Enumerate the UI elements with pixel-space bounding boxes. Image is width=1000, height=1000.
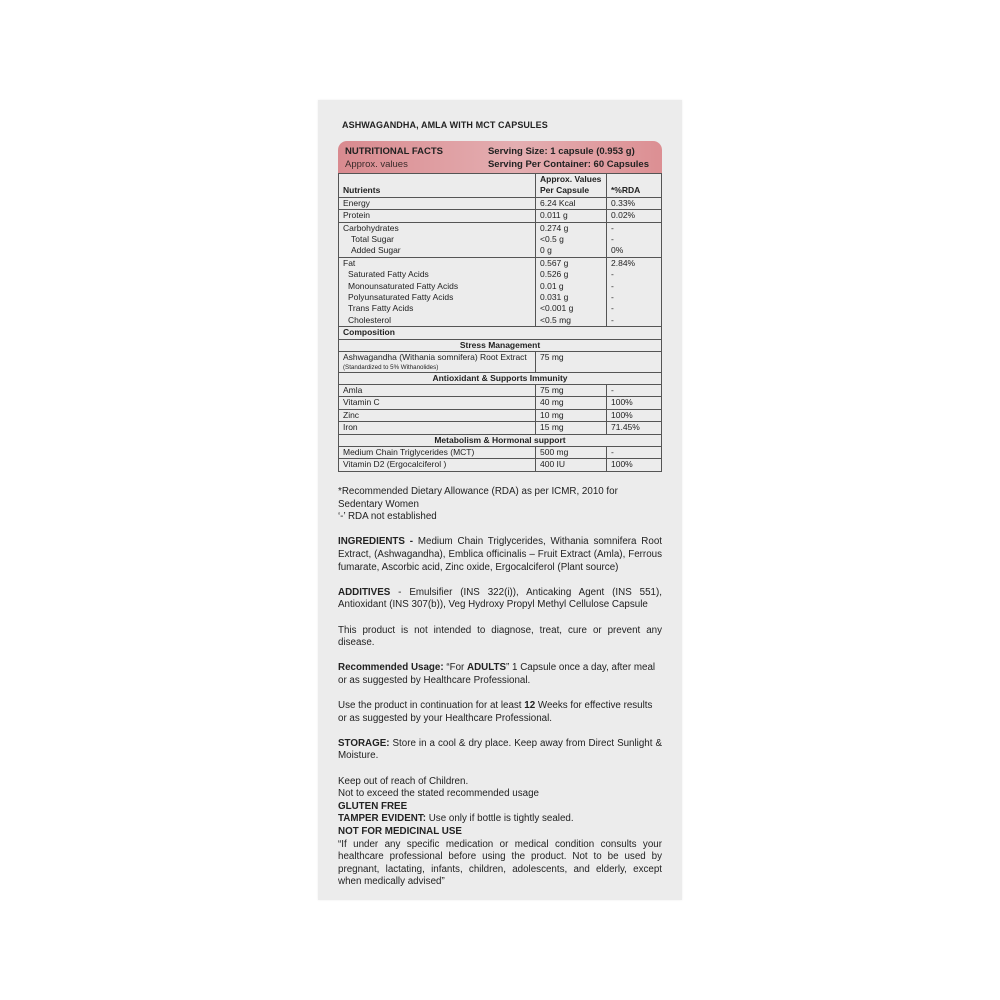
nutrient-value: 15 mg — [536, 422, 607, 434]
product-label-panel — [318, 100, 682, 900]
nutrient-rda: - — [607, 303, 662, 314]
nutrient-value: 75 mg — [536, 352, 662, 372]
nutrient-value: 0.031 g — [536, 292, 607, 303]
section-heading-metabolism: Metabolism & Hormonal support — [339, 434, 662, 446]
table-row — [339, 210, 662, 222]
table-row — [339, 384, 662, 396]
nutrient-rda: - — [607, 269, 662, 280]
rda-not-established: ‘-’ RDA not established — [338, 511, 437, 523]
product-title: ASHWAGANDHA, AMLA WITH MCT CAPSULES — [342, 120, 548, 130]
nutrient-value: 0 g — [536, 245, 607, 257]
nutrient-rda: - — [607, 315, 662, 327]
table-row — [339, 352, 662, 372]
label-text-area — [338, 486, 662, 889]
nutrient-rda: - — [607, 222, 662, 234]
additives-paragraph — [338, 587, 662, 612]
nutrient-value: 6.24 Kcal — [536, 197, 607, 209]
nutrient-value: 0.011 g — [536, 210, 607, 222]
storage-label: STORAGE: — [338, 737, 390, 749]
serving-info — [488, 146, 649, 170]
table-row — [339, 446, 662, 458]
nutrient-value: 0.274 g — [536, 222, 607, 234]
table-row — [339, 234, 662, 245]
nutrient-name: Energy — [339, 197, 536, 209]
tamper-evident — [338, 813, 662, 826]
usage-post: ” 1 Capsule once a day, after meal or as suggested by Healthcare Professional. — [338, 662, 656, 686]
continuation-pre: Use the product in continuation for at least — [338, 700, 525, 712]
children-warning: Keep out of reach of Children. — [338, 775, 469, 787]
nutrient-name: Total Sugar — [339, 234, 536, 245]
caution-text: “If under any specific medication or medical condition consults your healthcare professional before using the product. Not to be used by pregnant, lactating, infants, children, adolescents, and elderly, except when medically advised” — [338, 838, 662, 888]
not-medicinal: NOT FOR MEDICINAL USE — [338, 826, 462, 838]
nutrient-name: Vitamin D2 (Ergocalciferol ) — [339, 459, 536, 471]
serving-per-container: Serving Per Container: 60 Capsules — [487, 159, 649, 170]
nutrient-rda: - — [607, 281, 662, 292]
nutrient-value: 10 mg — [536, 409, 607, 421]
nutrient-rda: 100% — [607, 409, 662, 421]
ingredients-label: INGREDIENTS - — [338, 536, 414, 548]
composition-heading: Composition — [339, 327, 662, 339]
nutrient-rda: - — [607, 292, 662, 303]
col-nutrients: Nutrients — [339, 174, 536, 198]
section-row — [339, 339, 662, 351]
additives-text: - Emulsifier (INS 322(i)), Anticaking Agent (INS 551), Antioxidant (INS 307(b)), Veg Hydroxy Propyl Methyl Cellulose Capsule — [338, 586, 662, 611]
table-row — [339, 281, 662, 292]
tamper-label: TAMPER EVIDENT: — [338, 813, 426, 825]
table-row — [339, 303, 662, 314]
table-row — [339, 409, 662, 421]
usage-pre: “For — [443, 662, 468, 674]
nutrient-name: Amla — [339, 384, 536, 396]
nutrition-table — [338, 173, 662, 472]
nutrient-rda: 0.02% — [607, 210, 662, 222]
continuation-post: Weeks for effective results or as suggested by your Healthcare Professional. — [338, 700, 653, 724]
nutrient-rda: - — [607, 384, 662, 396]
col-values-line1: Approx. Values — [540, 174, 602, 184]
rda-note-block — [338, 486, 662, 524]
nutrient-name: Carbohydrates — [339, 222, 536, 234]
nutrient-name: Protein — [339, 210, 536, 222]
facts-title-block — [345, 146, 443, 170]
section-heading-immunity: Antioxidant & Supports Immunity — [339, 372, 662, 384]
section-heading-stress: Stress Management — [339, 339, 662, 351]
nutrient-name: Medium Chain Triglycerides (MCT) — [339, 446, 536, 458]
nutrient-name: Iron — [339, 422, 536, 434]
nutrient-value: 400 IU — [536, 459, 607, 471]
tamper-text: Use only if bottle is tightly sealed. — [426, 813, 574, 825]
not-exceed-warning: Not to exceed the stated recommended usage — [338, 788, 539, 800]
ashwagandha-note: (Standardized to 5% Withanolides) — [343, 363, 439, 371]
table-row — [339, 269, 662, 280]
storage-paragraph — [338, 738, 662, 763]
nutrient-name: Saturated Fatty Acids — [339, 269, 536, 280]
table-row — [339, 397, 662, 409]
nutrient-value: 0.01 g — [536, 281, 607, 292]
nutrient-name: Added Sugar — [339, 245, 536, 257]
facts-title: NUTRITIONAL FACTS — [345, 146, 443, 157]
usage-label: Recommended Usage: — [338, 662, 444, 674]
nutrient-value: 0.526 g — [536, 269, 607, 280]
gluten-free: GLUTEN FREE — [338, 800, 408, 812]
nutrient-value: <0.001 g — [536, 303, 607, 314]
facts-subtitle: Approx. values — [345, 159, 408, 170]
table-row — [339, 459, 662, 471]
nutrient-name: Zinc — [339, 409, 536, 421]
nutrient-rda: 100% — [607, 459, 662, 471]
nutrient-rda: - — [607, 234, 662, 245]
nutrient-name: Polyunsaturated Fatty Acids — [339, 292, 536, 303]
nutrient-rda: - — [607, 446, 662, 458]
nutrient-value: <0.5 mg — [536, 315, 607, 327]
composition-row — [339, 327, 662, 339]
continuation-paragraph — [338, 700, 662, 725]
col-values — [536, 174, 607, 198]
nutritional-facts-header — [338, 141, 662, 173]
serving-size: Serving Size: 1 capsule (0.953 g) — [487, 146, 635, 157]
nutrient-name: Trans Fatty Acids — [339, 303, 536, 314]
section-row — [339, 372, 662, 384]
usage-paragraph — [338, 662, 662, 687]
nutrient-rda: 100% — [607, 397, 662, 409]
ingredients-text: Medium Chain Triglycerides, Withania somnifera Root Extract, (Ashwagandha), Emblica officinalis – Fruit Extract (Amla), Ferrous fumarate, Ascorbic acid, Zinc oxide, Ergocalciferol (Plant source) — [338, 536, 662, 573]
col-values-line2: Per Capsule — [540, 185, 590, 196]
table-row — [339, 257, 662, 269]
continuation-weeks: 12 — [524, 700, 536, 712]
nutrient-value: 500 mg — [536, 446, 607, 458]
table-row — [339, 315, 662, 327]
table-row — [339, 197, 662, 209]
ingredients-paragraph — [338, 536, 662, 574]
nutrient-value: <0.5 g — [536, 234, 607, 245]
nutrient-name: Monounsaturated Fatty Acids — [339, 281, 536, 292]
nutrient-rda: 0.33% — [607, 197, 662, 209]
storage-text: Store in a cool & dry place. Keep away from Direct Sunlight & Moisture. — [338, 737, 662, 762]
nutrient-name: Fat — [339, 257, 536, 269]
disclaimer: This product is not intended to diagnose, treat, cure or prevent any disease. — [338, 624, 662, 649]
nutrient-value: 0.567 g — [536, 257, 607, 269]
ashwagandha-name: Ashwagandha (Withania somnifera) Root Extract — [343, 352, 527, 363]
col-rda: *%RDA — [607, 174, 662, 198]
usage-adults: ADULTS — [467, 662, 507, 674]
nutrient-rda: 2.84% — [607, 257, 662, 269]
nutrient-name — [339, 352, 536, 372]
table-header-row — [339, 174, 662, 198]
table-row — [339, 292, 662, 303]
nutrient-name: Cholesterol — [339, 315, 536, 327]
nutrient-value: 75 mg — [536, 384, 607, 396]
rda-note: *Recommended Dietary Allowance (RDA) as per ICMR, 2010 for Sedentary Women — [338, 486, 618, 510]
nutrient-rda: 71.45% — [607, 422, 662, 434]
section-row — [339, 434, 662, 446]
table-row — [339, 222, 662, 234]
table-row — [339, 422, 662, 434]
nutrient-value: 40 mg — [536, 397, 607, 409]
table-row — [339, 245, 662, 257]
nutrient-name: Vitamin C — [339, 397, 536, 409]
nutrient-rda: 0% — [607, 245, 662, 257]
additives-label: ADDITIVES — [338, 586, 391, 598]
